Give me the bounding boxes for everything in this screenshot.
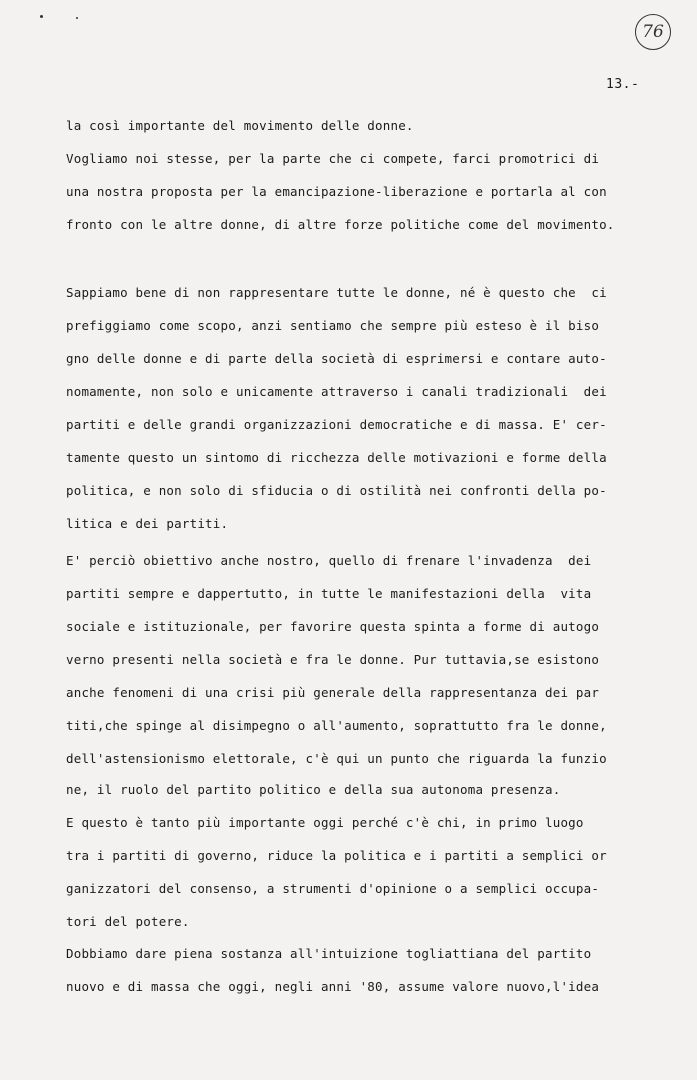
text-line: fronto con le altre donne, di altre forze politiche come del movimento. (66, 217, 615, 232)
text-line: tori del potere. (66, 914, 190, 929)
text-line: E' perciò obiettivo anche nostro, quello di frenare l'invadenza dei (66, 553, 592, 568)
text-line: tamente questo un sintomo di ricchezza delle motivazioni e forme della (66, 450, 607, 465)
text-line: partiti e delle grandi organizzazioni democratiche e di massa. E' cer- (66, 417, 607, 432)
text-line: tra i partiti di governo, riduce la politica e i partiti a semplici or (66, 848, 607, 863)
page-number: 13.- (606, 77, 640, 92)
text-line: gno delle donne e di parte della società di esprimersi e contare auto- (66, 351, 607, 366)
text-line: nomamente, non solo e unicamente attraverso i canali tradizionali dei (66, 384, 607, 399)
text-line: verno presenti nella società e fra le donne. Pur tuttavia,se esistono (66, 652, 600, 667)
text-line: politica, e non solo di sfiducia o di ostilità nei confronti della po- (66, 483, 607, 498)
text-line: una nostra proposta per la emancipazione-liberazione e portarla al con (66, 184, 607, 199)
text-line: prefiggiamo come scopo, anzi sentiamo che sempre più esteso è il biso (66, 318, 600, 333)
text-line: E questo è tanto più importante oggi perché c'è chi, in primo luogo (66, 815, 584, 830)
text-line: litica e dei partiti. (66, 516, 229, 531)
text-line: la così importante del movimento delle donne. (66, 118, 414, 133)
text-line: Vogliamo noi stesse, per la parte che ci compete, farci promotrici di (66, 151, 600, 166)
text-line: anche fenomeni di una crisi più generale della rappresentanza dei par (66, 685, 600, 700)
scan-speck (40, 15, 43, 18)
text-line: sociale e istituzionale, per favorire questa spinta a forme di autogo (66, 619, 600, 634)
scan-speck (76, 17, 78, 19)
text-line: partiti sempre e dappertutto, in tutte le manifestazioni della vita (66, 586, 592, 601)
text-line: Sappiamo bene di non rappresentare tutte le donne, né è questo che ci (66, 285, 607, 300)
text-line: nuovo e di massa che oggi, negli anni '80, assume valore nuovo,l'idea (66, 979, 600, 994)
text-line: ne, il ruolo del partito politico e della sua autonoma presenza. (66, 782, 561, 797)
text-line: dell'astensionismo elettorale, c'è qui un punto che riguarda la funzio (66, 751, 607, 766)
text-line: titi,che spinge al disimpegno o all'aumento, soprattutto fra le donne, (66, 718, 607, 733)
text-line: ganizzatori del consenso, a strumenti d'opinione o a semplici occupa- (66, 881, 600, 896)
archive-stamp: 76 (635, 14, 671, 50)
text-line: Dobbiamo dare piena sostanza all'intuizione togliattiana del partito (66, 946, 592, 961)
